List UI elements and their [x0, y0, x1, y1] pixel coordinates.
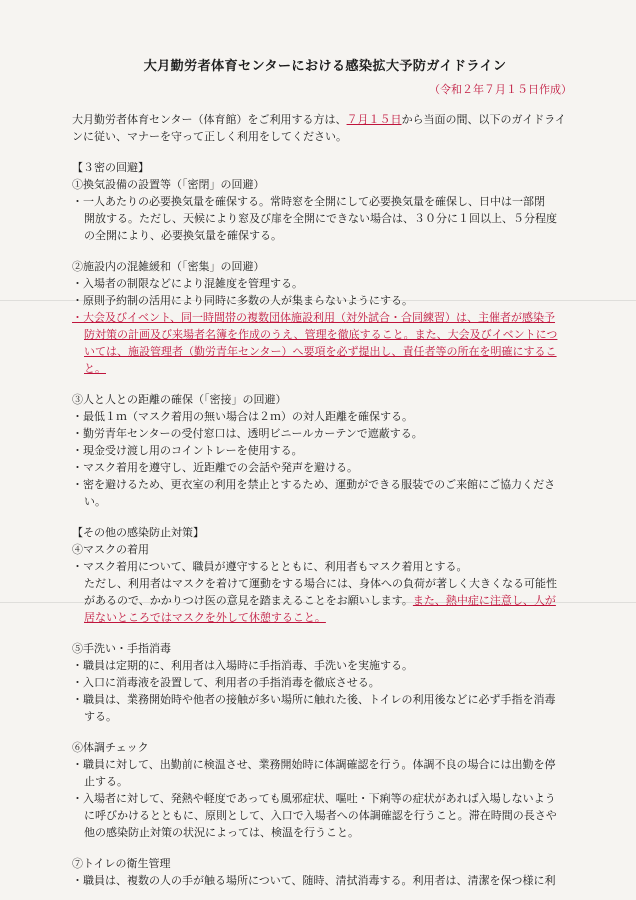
- list-item: に呼びかけるとともに、原則として、入口で入場者への体調確認を行うこと。滞在時間の長さや: [84, 809, 557, 822]
- document-title: 大月勤労者体育センターにおける感染拡大予防ガイドライン: [143, 59, 507, 74]
- list-item: ・職員に対して、出勤前に検温させ、業務開始時に体調確認を行う。体調不良の場合には出勤を停: [72, 758, 556, 771]
- list-item: 他の感染防止対策の状況によっては、検温を行うこと。: [84, 826, 359, 839]
- section-6-title: ⑥体調チェック: [72, 741, 149, 754]
- list-item: ・職員は、業務開始時や他者の接触が多い場所に触れた後、トイレの利用後などに必ず手指を消毒: [72, 693, 556, 706]
- intro-date: ７月１５日: [346, 113, 402, 126]
- heading-3mitsu: 【３密の回避】: [72, 161, 149, 174]
- section-1-title: ①換気設備の設置等（「密閉」の回避）: [72, 178, 265, 191]
- list-item: ・マスク着用について、職員が遵守するとともに、利用者もマスク着用とする。: [72, 560, 468, 573]
- list-item: い。: [84, 495, 106, 508]
- intro-paragraph: 大月勤労者体育センター（体育館）をご利用する方は、７月１５日から当面の間、以下のガイドラインに従い、マナーを守って正しく利用をしてください。: [72, 113, 566, 143]
- list-item: ・現金受け渡し用のコイントレーを使用する。: [72, 444, 303, 457]
- section-3-title: ③人と人との距離の確保（「密接」の回避）: [72, 393, 287, 406]
- list-item: ・職員は定期的に、利用者は入場時に手指消毒、手洗いを実施する。: [72, 659, 413, 672]
- list-item: ・入口に消毒液を設置して、利用者の手指消毒を徹底させる。: [72, 676, 380, 689]
- section-1-text: ・一人あたりの必要換気量を確保する。常時窓を全開にして必要換気量を確保し、日中は一部閉 開放する。ただし、天候により窓及び扉を全開にできない場合は、３０分に１回以上、５分程度 の全開により、必要換気量を確保する。: [72, 195, 557, 242]
- section-4-red-note-cont: 居ないところではマスクを外して休憩すること。: [84, 611, 326, 624]
- list-item: ・最低１ｍ（マスク着用の無い場合は２ｍ）の対人距離を確保する。: [72, 410, 413, 423]
- section-2-red-note: ・大会及びイベント、同一時間帯の複数団体施設利用（対外試合・合同練習）は、主催者が感染予 防対策の計画及び来場者名簿を作成のうえ、管理を徹底すること。また、大会及びイベントにつ いては、施設管理者（勤労青年センター）へ要項を必ず提出し、責任者等の所在を明確にするこ と。: [72, 311, 558, 375]
- list-item: 止する。: [84, 775, 128, 788]
- list-item: ・職員は、複数の人の手が触る場所について、随時、清拭消毒する。利用者は、清潔を保つ様に利: [72, 874, 556, 887]
- list-item: ・密を避けるため、更衣室の利用を禁止とするため、運動ができる服装でのご来館にご協力くださ: [72, 478, 556, 491]
- list-item: する。: [84, 710, 117, 723]
- document-body: [72, 58, 572, 889]
- list-item: ・マスク着用を遵守し、近距離での会話や発声を避ける。: [72, 461, 358, 474]
- list-item: ・勤労青年センターの受付窓口は、透明ビニールカーテンで遮蔽する。: [72, 427, 423, 440]
- list-item: ・入場者の制限などにより混雑度を管理する。: [72, 277, 303, 290]
- section-5-title: ⑤手洗い・手指消毒: [72, 642, 171, 655]
- heading-other-measures: 【その他の感染防止対策】: [72, 526, 204, 539]
- list-item: ・入場者に対して、発熱や軽度であっても風邪症状、嘔吐・下痢等の症状があれば入場しないよう: [72, 792, 556, 805]
- list-item: ・原則予約制の活用により同時に多数の人が集まらないようにする。: [72, 294, 413, 307]
- section-4-red-note: また、熱中症に注意し、人が: [412, 594, 556, 607]
- section-7-title: ⑦トイレの衛生管理: [72, 857, 171, 870]
- list-item: ただし、利用者はマスクを着けて運動をする場合には、身体への負荷が著しく大きくなる可能性: [84, 577, 557, 590]
- list-item: があるので、かかりつけ医の意見を踏まえることをお願いします。また、熱中症に注意し、人が: [84, 594, 556, 607]
- section-4-title: ④マスクの着用: [72, 543, 149, 556]
- section-2-title: ②施設内の混雑緩和（「密集」の回避）: [72, 260, 265, 273]
- creation-date: （令和２年７月１５日作成）: [429, 83, 572, 96]
